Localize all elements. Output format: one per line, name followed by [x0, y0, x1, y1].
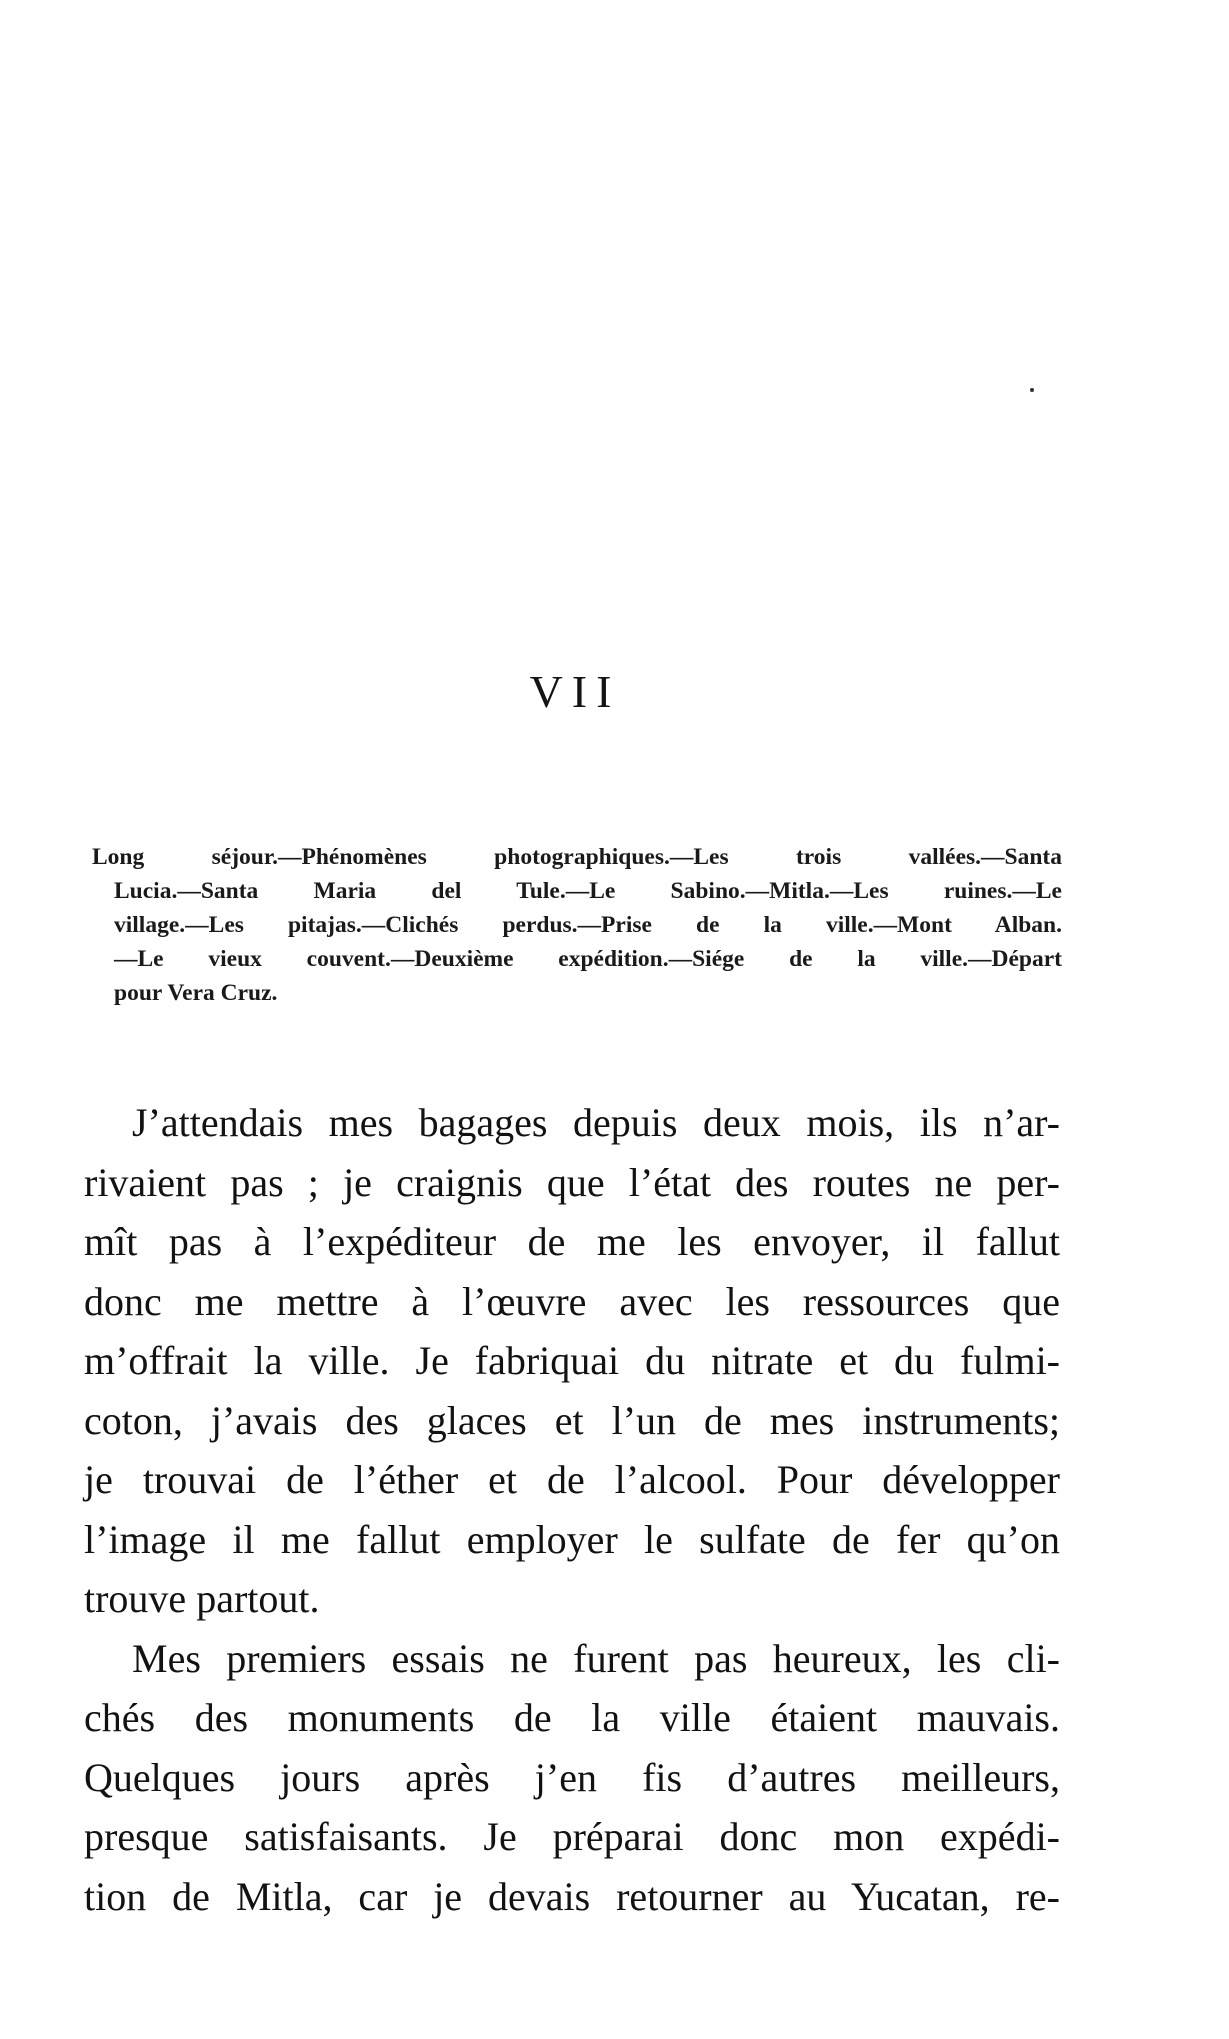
text-line: donc me mettre à l’œuvre avec les ressources que: [84, 1278, 1060, 1324]
text-line: mît pas à l’expéditeur de me les envoyer, il fallut: [84, 1219, 1060, 1264]
text-line: Quelques jours après j’en fis d’autres meilleurs,: [84, 1754, 1060, 1800]
text-line: coton, j’avais des glaces et l’un de mes instruments;: [84, 1397, 1060, 1443]
text-line: rivaient pas ; je craignis que l’état des routes ne per-: [84, 1159, 1060, 1205]
summary-line: pour Vera Cruz.: [114, 980, 278, 1006]
text-line: trouve partout.: [84, 1576, 320, 1621]
chapter-summary: [92, 840, 1062, 1010]
chapter-number: VII: [529, 666, 621, 717]
ink-speck: [1030, 388, 1034, 392]
text-line: je trouvai de l’éther et de l’alcool. Pour développer: [84, 1457, 1060, 1502]
summary-line: —Le vieux couvent.—Deuxième expédition.—Siége de la ville.—Départ: [114, 946, 1062, 972]
summary-line: Long séjour.—Phénomènes photographiques.—Les trois vallées.—Santa: [92, 844, 1062, 870]
summary-line: village.—Les pitajas.—Clichés perdus.—Prise de la ville.—Mont Alban.: [114, 912, 1062, 938]
paragraph-1: [84, 1093, 1060, 1629]
summary-line: Lucia.—Santa Maria del Tule.—Le Sabino.—Mitla.—Les ruines.—Le: [114, 878, 1062, 904]
text-line: presque satisfaisants. Je préparai donc mon expédi-: [84, 1814, 1060, 1859]
paragraph-2: [84, 1629, 1060, 1927]
text-line: J’attendais mes bagages depuis deux mois, ils n’ar-: [132, 1100, 1060, 1145]
text-line: m’offrait la ville. Je fabriquai du nitrate et du fulmi-: [84, 1338, 1060, 1383]
text-line: l’image il me fallut employer le sulfate de fer qu’on: [84, 1516, 1060, 1562]
text-line: chés des monuments de la ville étaient mauvais.: [84, 1695, 1060, 1740]
body-text: [84, 1093, 1060, 1926]
text-line: tion de Mitla, car je devais retourner au Yucatan, re-: [84, 1873, 1060, 1919]
text-line: Mes premiers essais ne furent pas heureux, les cli-: [132, 1635, 1060, 1681]
